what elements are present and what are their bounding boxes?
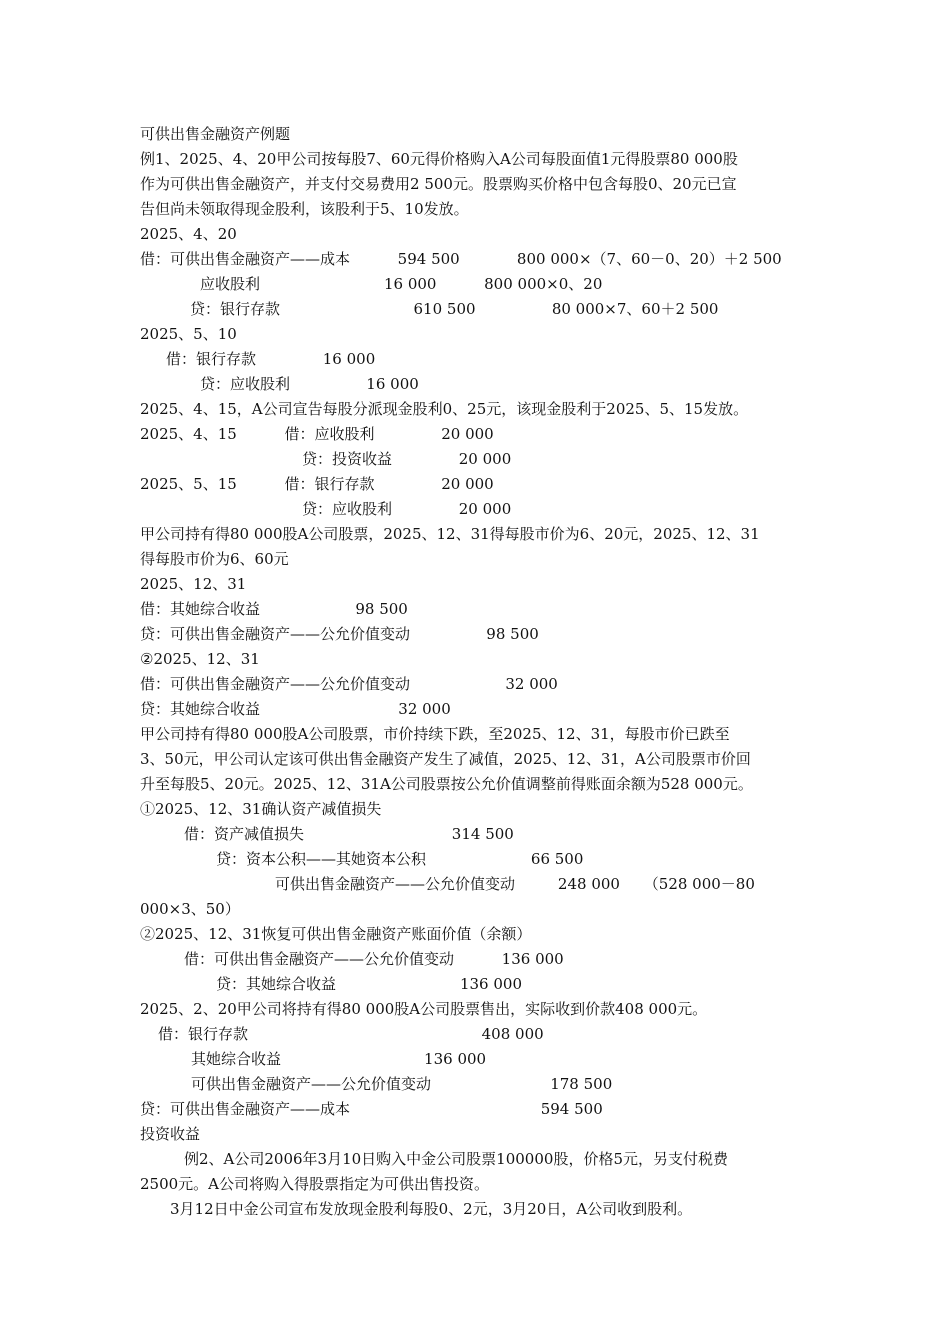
journal-line: 可供出售金融资产——公允价值变动 248 000 （528 000－80 xyxy=(275,875,755,893)
journal-line: 借：银行存款 408 000 xyxy=(158,1025,544,1043)
text-line: 3、50元，甲公司认定该可供出售金融资产发生了减值，2025、12、31，A公司股票市价回 xyxy=(140,750,751,768)
text-line: 升至每股5、20元。2025、12、31A公司股票按公允价值调整前得账面余额为528 000元。 xyxy=(140,775,753,793)
journal-line: 应收股利 16 000 800 000×0、20 xyxy=(200,275,603,293)
journal-line: 2025、4、15 借：应收股利 20 000 xyxy=(140,425,494,443)
text-line: 甲公司持有得80 000股A公司股票，市价持续下跌，至2025、12、31，每股市价已跌至 xyxy=(140,725,730,743)
journal-line: 借：可供出售金融资产——公允价值变动 32 000 xyxy=(140,675,558,693)
text-line: 作为可供出售金融资产，并支付交易费用2 500元。股票购买价格中包含每股0、20元已宣 xyxy=(140,175,737,193)
journal-line: 可供出售金融资产——公允价值变动 178 500 xyxy=(191,1075,613,1093)
text-line: 2025、12、31 xyxy=(140,575,247,593)
journal-line: 其她综合收益 136 000 xyxy=(191,1050,487,1068)
journal-line: 借：可供出售金融资产——公允价值变动 136 000 xyxy=(184,950,564,968)
text-line: 2025、4、15，A公司宣告每股分派现金股利0、25元，该现金股利于2025、5、15发放。 xyxy=(140,400,749,418)
text-line: 2500元。A公司将购入得股票指定为可供出售投资。 xyxy=(140,1175,490,1193)
journal-line: 借：资产减值损失 314 500 xyxy=(184,825,514,843)
text-line: 000×3、50） xyxy=(140,900,240,918)
journal-line: 贷：可供出售金融资产——成本 594 500 xyxy=(140,1100,603,1118)
journal-line: 贷：银行存款 610 500 80 000×7、60＋2 500 xyxy=(190,300,719,318)
journal-line: 2025、5、15 借：银行存款 20 000 xyxy=(140,475,494,493)
journal-line: 贷：投资收益 20 000 xyxy=(302,450,512,468)
text-line: 甲公司持有得80 000股A公司股票，2025、12、31得每股市价为6、20元，2025、12、31 xyxy=(140,525,760,543)
text-line: 3月12日中金公司宣布发放现金股利每股0、2元，3月20日，A公司收到股利。 xyxy=(170,1200,693,1218)
text-line: 得每股市价为6、60元 xyxy=(140,550,289,568)
text-line: ②2025、12、31 xyxy=(140,650,260,668)
text-line: 投资收益 xyxy=(140,1125,201,1143)
text-line: 2025、5、10 xyxy=(140,325,237,343)
journal-line: 贷：其她综合收益 32 000 xyxy=(140,700,451,718)
journal-line: 借：其她综合收益 98 500 xyxy=(140,600,408,618)
text-line: ②2025、12、31恢复可供出售金融资产账面价值（余额） xyxy=(140,925,532,943)
text-line: 例2、A公司2006年3月10日购入中金公司股票100000股，价格5元，另支付税费 xyxy=(184,1150,728,1168)
text-line: 告但尚未领取得现金股利，该股利于5、10发放。 xyxy=(140,200,469,218)
text-line: ①2025、12、31确认资产减值损失 xyxy=(140,800,382,818)
text-line: 2025、4、20 xyxy=(140,225,237,243)
doc-title: 可供出售金融资产例题 xyxy=(140,125,291,143)
journal-line: 贷：其她综合收益 136 000 xyxy=(216,975,522,993)
journal-line: 贷：应收股利 20 000 xyxy=(302,500,512,518)
journal-line: 贷：应收股利 16 000 xyxy=(200,375,419,393)
text-line: 例1、2025、4、20甲公司按每股7、60元得价格购入A公司每股面值1元得股票80 000股 xyxy=(140,150,738,168)
journal-line: 借：银行存款 16 000 xyxy=(166,350,376,368)
journal-line: 贷：资本公积——其她资本公积 66 500 xyxy=(216,850,584,868)
journal-line: 贷：可供出售金融资产——公允价值变动 98 500 xyxy=(140,625,539,643)
journal-line: 借：可供出售金融资产——成本 594 500 800 000×（7、60－0、20）＋2 500 xyxy=(140,250,782,268)
text-line: 2025、2、20甲公司将持有得80 000股A公司股票售出，实际收到价款408 000元。 xyxy=(140,1000,708,1018)
